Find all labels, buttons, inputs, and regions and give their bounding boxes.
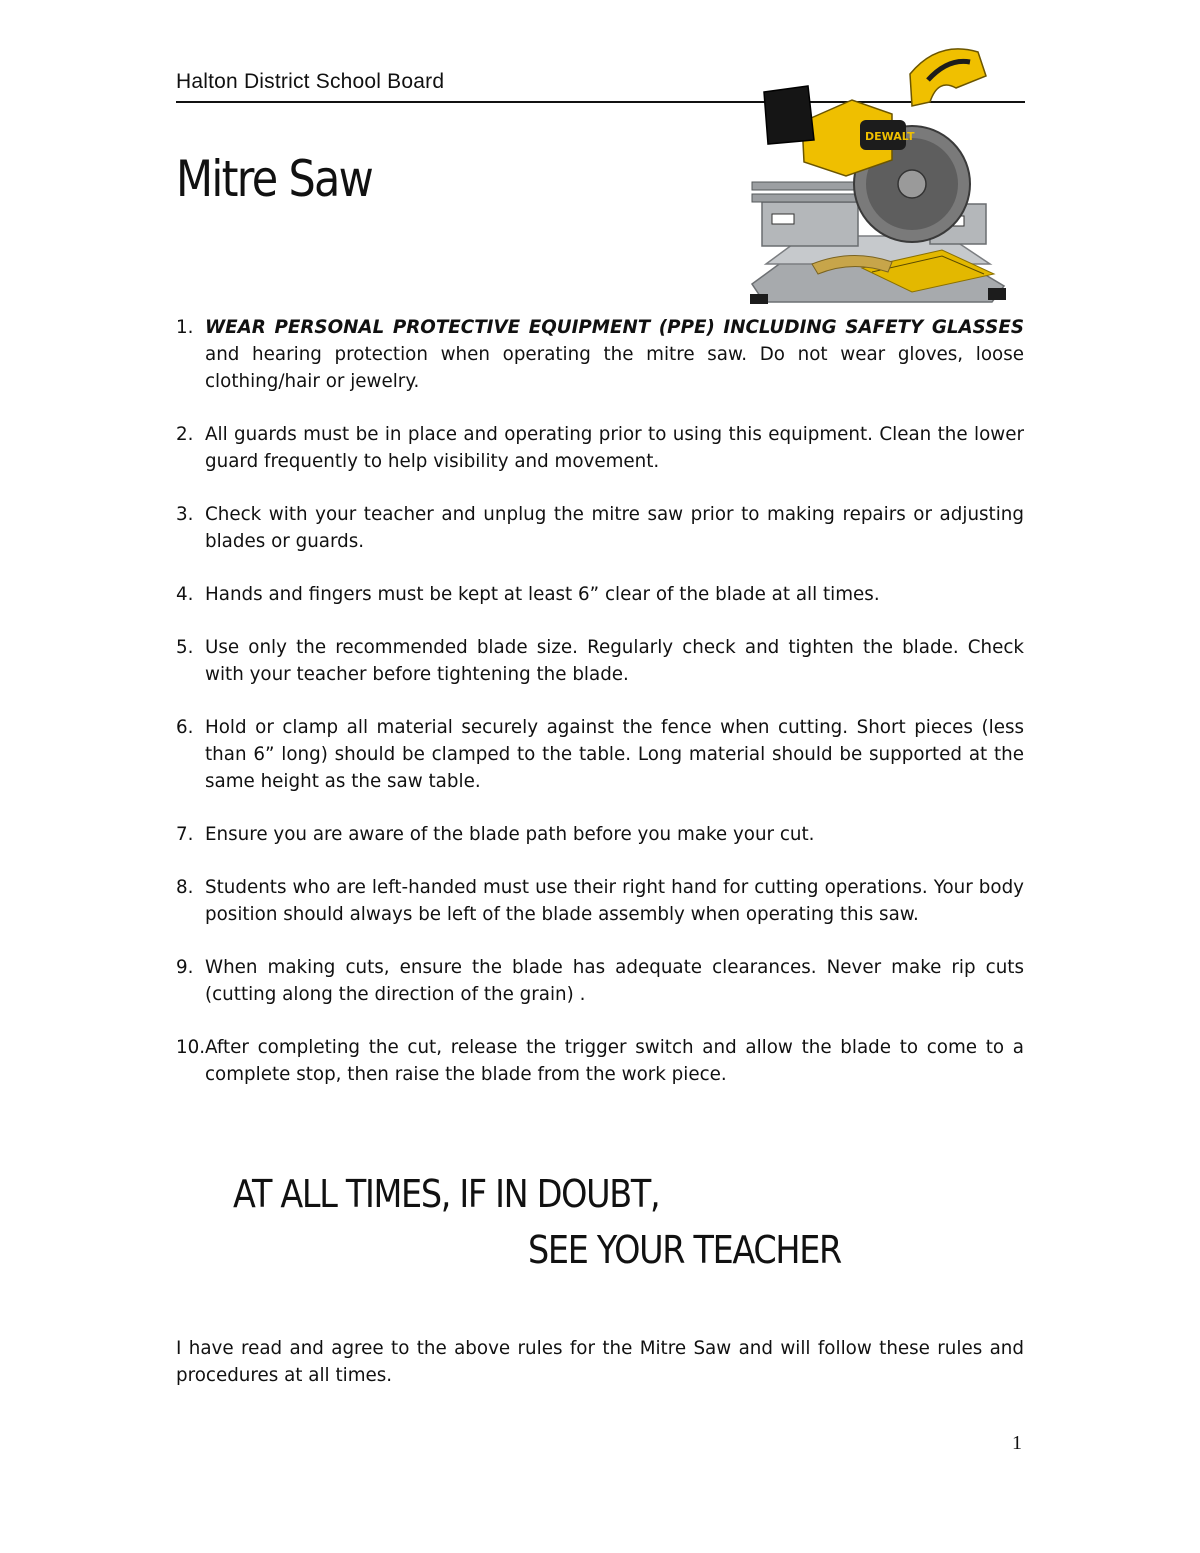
motto-line-1: AT ALL TIMES, IF IN DOUBT,	[233, 1172, 660, 1216]
list-item	[176, 421, 1024, 475]
rule-number: 10.	[176, 1037, 206, 1058]
rule-number: 5.	[176, 637, 194, 658]
header-organization: Halton District School Board	[176, 70, 445, 93]
rule-number: 3.	[176, 504, 194, 525]
rule-text: When making cuts, ensure the blade has adequate clearances. Never make rip cuts (cutting along the direction of the grain) .	[205, 957, 1024, 1005]
page-title: Mitre Saw	[176, 150, 373, 208]
rule-number: 9.	[176, 957, 194, 978]
rule-text: and hearing protection when operating the mitre saw. Do not wear gloves, loose clothing/hair or jewelry.	[205, 344, 1024, 392]
mitre-saw-photo-icon	[742, 36, 1014, 308]
list-item	[176, 581, 1024, 608]
safety-rules-list	[176, 314, 1024, 1114]
rule-text: Hold or clamp all material securely against the fence when cutting. Short pieces (less than 6” long) should be clamped to the table. Long material should be supported at the same height as the saw table.	[205, 717, 1024, 792]
list-item	[176, 954, 1024, 1008]
list-item	[176, 634, 1024, 688]
rule-number: 4.	[176, 584, 194, 605]
motto-line-2: SEE YOUR TEACHER	[528, 1228, 841, 1272]
rule-text: Ensure you are aware of the blade path before you make your cut.	[205, 824, 815, 845]
agreement-statement: I have read and agree to the above rules for the Mitre Saw and will follow these rules and procedures at all times.	[176, 1338, 1024, 1386]
rule-number: 6.	[176, 717, 194, 738]
rule-text: All guards must be in place and operating prior to using this equipment. Clean the lower guard frequently to help visibility and movement.	[205, 424, 1024, 472]
rule-emphasis: WEAR PERSONAL PROTECTIVE EQUIPMENT (PPE) INCLUDING SAFETY GLASSES	[205, 317, 1024, 338]
rule-number: 8.	[176, 877, 194, 898]
rule-text: After completing the cut, release the trigger switch and allow the blade to come to a complete stop, then raise the blade from the work piece.	[205, 1037, 1024, 1085]
rule-text: Use only the recommended blade size. Regularly check and tighten the blade. Check with your teacher before tightening the blade.	[205, 637, 1024, 685]
svg-text:DEWALT: DEWALT	[865, 130, 915, 143]
rule-number: 1.	[176, 317, 194, 338]
list-item	[176, 501, 1024, 555]
rule-text: Students who are left-handed must use their right hand for cutting operations. Your body position should always be left of the blade assembly when operating this saw.	[205, 877, 1024, 925]
list-item	[176, 821, 1024, 848]
list-item	[176, 1034, 1024, 1088]
rule-text: Hands and fingers must be kept at least 6” clear of the blade at all times.	[205, 584, 880, 605]
list-item	[176, 714, 1024, 795]
list-item	[176, 314, 1024, 395]
rule-text: Check with your teacher and unplug the mitre saw prior to making repairs or adjusting blades or guards.	[205, 504, 1024, 552]
page-number: 1	[1012, 1432, 1022, 1454]
rule-number: 2.	[176, 424, 194, 445]
list-item	[176, 874, 1024, 928]
rule-number: 7.	[176, 824, 194, 845]
